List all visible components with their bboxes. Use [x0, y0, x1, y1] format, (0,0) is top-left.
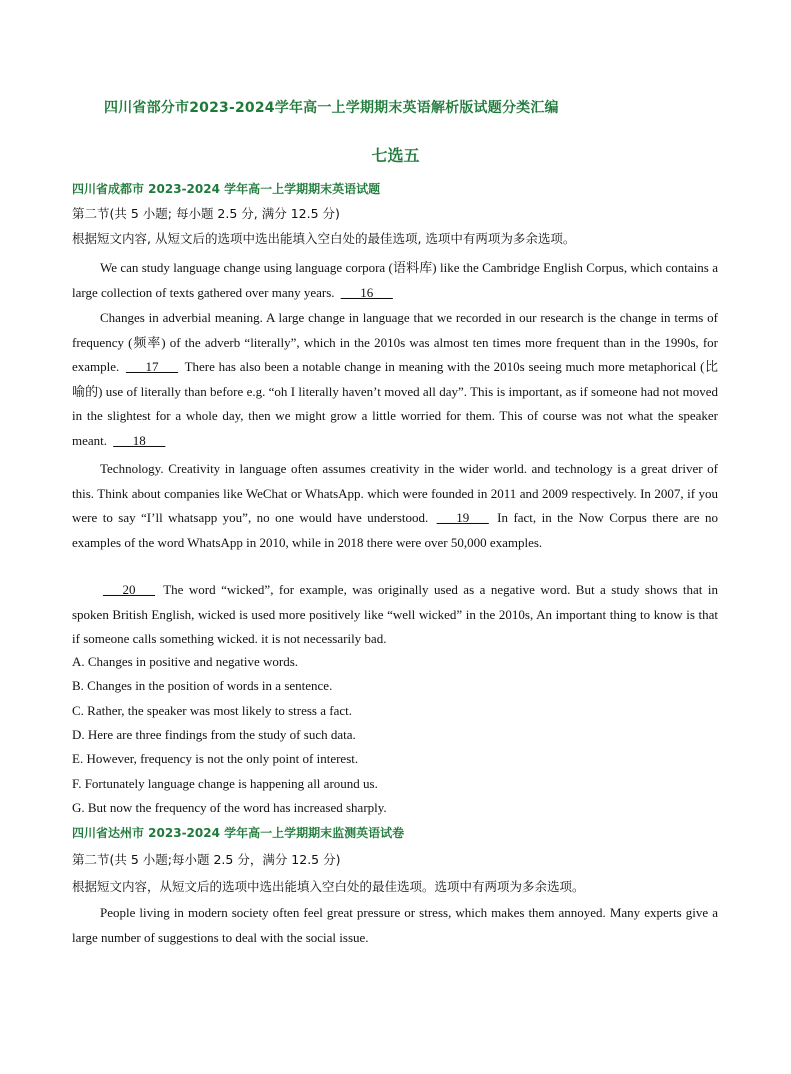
blank-19: ___19___ — [436, 510, 489, 526]
paragraph-text: Technology. Creativity in language often assumes creativity in the wider world. and technology is a great driver of this. Think about companies like WeChat or WhatsApp. which were founded in 2011 and 2009 respectively. In 2007, if you were to say “I’ll whatsapp you”, no one would have understood. — [72, 461, 718, 526]
paragraph-text: In fact, in the Now Corpus there are no examples of the word WhatsApp in 2010, while in 2018 there were over 50,000 examples. — [72, 510, 718, 550]
option-f: F. Fortunately language change is happening all around us. — [72, 776, 378, 791]
option-a: A. Changes in positive and negative words. — [72, 654, 299, 669]
instruction-2: 根据短文内容，从短文后的选项中选出能填入空白处的最佳选项。选项中有两项为多余选项。 — [72, 879, 585, 894]
source-heading-2: 四川省达州市 2023-2024 学年高一上学期期末监测英语试卷 — [72, 826, 405, 840]
paragraph-text: There has also been a notable change in meaning with the 2010s seeing much more metaphorical (比喻的) use of literally than before e.g. “oh I literally haven’t moved all day”. This is important, as if someone had not moved in the slightest for a whole day, then we might grow a little worried for them. This of course was not what the speaker meant. — [72, 359, 718, 448]
paragraph-text: The word “wicked”, for example, was originally used as a negative word. But a study shows that in spoken British English, wicked is used more positively like “well wicked” in the 2010s, An important thing to know is that if someone calls something wicked. it is not necessarily bad. — [72, 582, 718, 647]
blank-16: ___16___ — [340, 284, 393, 300]
document-title: 四川省部分市2023-2024学年高一上学期期末英语解析版试题分类汇编 — [104, 100, 559, 116]
blank-17: ___17___ — [126, 359, 179, 375]
instruction-1: 根据短文内容, 从短文后的选项中选出能填入空白处的最佳选项, 选项中有两项为多余选项。 — [72, 231, 576, 246]
option-b: B. Changes in the position of words in a sentence. — [72, 678, 333, 693]
passage-paragraph-2 — [72, 306, 718, 454]
blank-20: ___20___ — [103, 582, 155, 597]
option-c: C. Rather, the speaker was most likely to stress a fact. — [72, 703, 352, 718]
blank-18: ___18___ — [113, 432, 166, 448]
part-heading-2: 第二节(共 5 小题;每小题 2.5 分，满分 12.5 分) — [72, 852, 341, 867]
option-d: D. Here are three findings from the study of such data. — [72, 727, 356, 742]
passage-paragraph-5: People living in modern society often feel great pressure or stress, which makes them annoyed. Many experts give a large number of suggestions to deal with the social issue. — [72, 905, 718, 945]
paragraph-text: We can study language change using language corpora (语料库) like the Cambridge English Corpus, which contains a large collection of texts gathered over many years. — [72, 260, 718, 300]
source-heading-1: 四川省成都市 2023-2024 学年高一上学期期末英语试题 — [72, 182, 381, 196]
passage-paragraph-4 — [72, 578, 718, 652]
passage-paragraph-1 — [72, 256, 718, 305]
option-g: G. But now the frequency of the word has increased sharply. — [72, 800, 387, 815]
option-e: E. However, frequency is not the only point of interest. — [72, 751, 359, 766]
part-heading-1: 第二节(共 5 小题; 每小题 2.5 分, 满分 12.5 分) — [72, 206, 340, 221]
paragraph-text: Changes in adverbial meaning. A large change in language that we recorded in our research is the change in terms of frequency (频率) of the adverb “literally”, which in the 2010s was almost ten times more frequent than in the 1990s, for example. — [72, 310, 718, 375]
section-title: 七选五 — [371, 146, 420, 165]
passage-paragraph-3 — [72, 457, 718, 555]
